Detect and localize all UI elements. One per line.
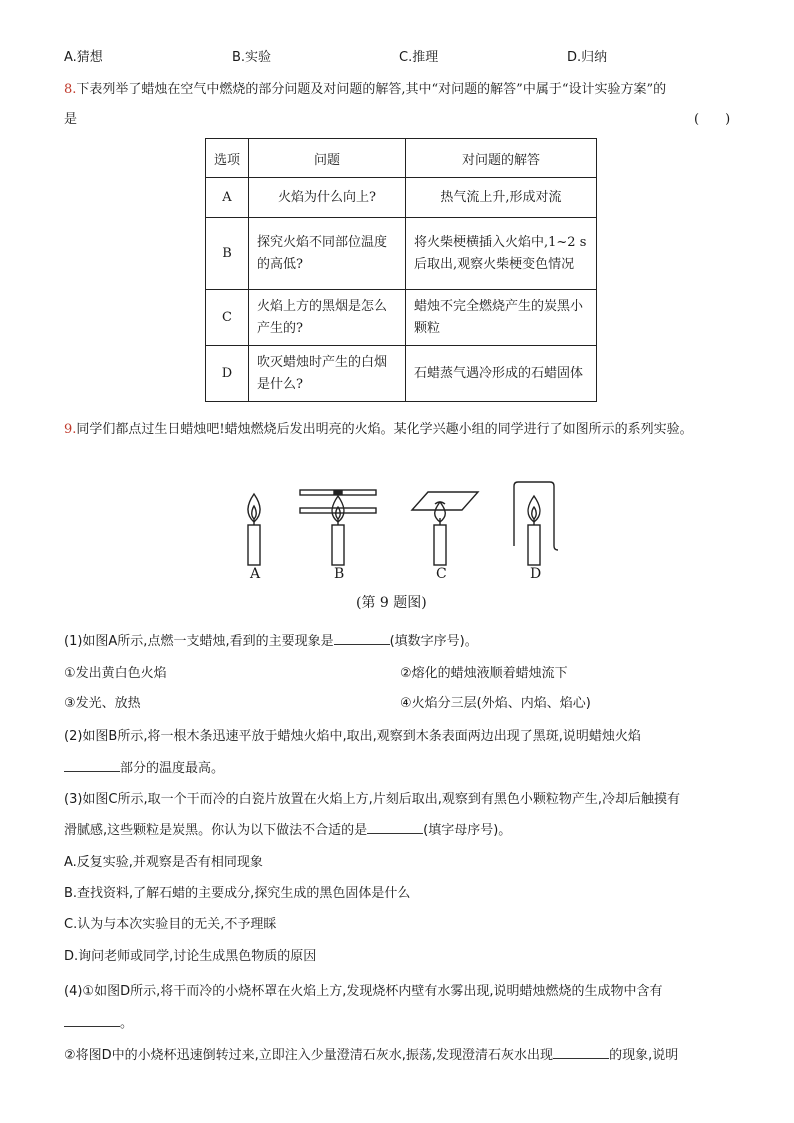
q9-part1-text: (1)如图A所示,点燃一支蜡烛,看到的主要现象是	[64, 634, 334, 649]
answer-blank[interactable]	[367, 821, 423, 834]
answer-blank[interactable]	[553, 1046, 609, 1059]
q9-part3-line2	[64, 819, 511, 838]
q9-part1-tail: (填数字序号)。	[389, 634, 478, 649]
row-answer: 将火柴梗横插入火焰中,1~2 s后取出,观察火柴梗变色情况	[406, 218, 597, 290]
answer-blank[interactable]	[64, 1014, 120, 1027]
q9-part4-head: ②将图D中的小烧杯迅速倒转过来,立即注入少量澄清石灰水,振荡,发现澄清石灰水出现	[64, 1048, 554, 1063]
q9-part2-line1: (2)如图B所示,将一根木条迅速平放于蜡烛火焰中,取出,观察到木条表面两边出现了黑斑,说明蜡烛火焰	[64, 729, 641, 744]
answer-blank[interactable]	[64, 759, 120, 772]
row-option: D	[206, 346, 249, 402]
q8-table	[205, 138, 597, 402]
header-question: 问题	[249, 139, 406, 178]
answer-blank[interactable]	[334, 632, 390, 645]
figure-label-a: A	[250, 566, 261, 582]
header-answer: 对问题的解答	[406, 139, 597, 178]
q9-number: 9.	[64, 422, 77, 437]
table-row	[206, 290, 597, 346]
q9-part1-option-1: ①发出黄白色火焰	[64, 666, 167, 681]
q7-option-d: D.归纳	[567, 50, 608, 65]
q9-part2-tail: 部分的温度最高。	[120, 761, 225, 776]
q7-option-a: A.猜想	[64, 50, 103, 65]
q7-option-c: C.推理	[399, 50, 439, 65]
row-answer: 热气流上升,形成对流	[406, 178, 597, 218]
row-question: 火焰为什么向上?	[249, 178, 406, 218]
q9-part4-tail: 。	[120, 1016, 134, 1031]
row-option: B	[206, 218, 249, 290]
q9-part1-option-3: ③发光、放热	[64, 696, 141, 711]
figure-label-b: B	[334, 566, 345, 582]
figure-caption: (第 9 题图)	[356, 595, 427, 611]
q9-part1-option-2: ②熔化的蜡烛液顺着蜡烛流下	[400, 666, 568, 681]
q9-part1-stem	[64, 630, 478, 649]
row-answer: 蜡烛不完全燃烧产生的炭黑小颗粒	[406, 290, 597, 346]
q9-part3-option-b: B.查找资料,了解石蜡的主要成分,探究生成的黑色固体是什么	[64, 886, 411, 901]
row-question: 火焰上方的黑烟是怎么产生的?	[249, 290, 406, 346]
table-row	[206, 218, 597, 290]
q9-part3-option-d: D.询问老师或同学,讨论生成黑色物质的原因	[64, 949, 317, 964]
row-option: C	[206, 290, 249, 346]
candle-experiment-figure	[230, 480, 570, 590]
q9-part4-line3-tail: 的现象,说明	[609, 1048, 679, 1063]
row-answer: 石蜡蒸气遇冷形成的石蜡固体	[406, 346, 597, 402]
q9-part3-head: 滑腻感,这些颗粒是炭黑。你认为以下做法不合适的是	[64, 823, 368, 838]
table-header-row	[206, 139, 597, 178]
q9-part4-line2	[64, 1012, 133, 1031]
table-row	[206, 346, 597, 402]
q8-number: 8.	[64, 82, 77, 97]
q9-part3-option-c: C.认为与本次实验目的无关,不予理睬	[64, 917, 277, 932]
q9-part4-line3	[64, 1044, 678, 1063]
table-row	[206, 178, 597, 218]
row-question: 探究火焰不同部位温度的高低?	[249, 218, 406, 290]
q9-part3-option-a: A.反复实验,并观察是否有相同现象	[64, 855, 263, 870]
q9-part2-line2	[64, 757, 224, 776]
candle-a-illustration	[248, 494, 260, 565]
q7-option-b: B.实验	[232, 50, 272, 65]
q9-part3-line1: (3)如图C所示,取一个干而冷的白瓷片放置在火焰上方,片刻后取出,观察到有黑色小颗粒物产生,冷却后触摸有	[64, 792, 681, 807]
q9-intro	[64, 418, 693, 437]
candle-b-illustration	[300, 490, 376, 565]
figure-label-d: D	[530, 566, 542, 582]
q8-answer-paren: ( )	[694, 112, 731, 127]
row-question: 吹灭蜡烛时产生的白烟是什么?	[249, 346, 406, 402]
q8-stem-line2: 是	[64, 112, 78, 127]
row-option: A	[206, 178, 249, 218]
figure-label-c: C	[436, 566, 447, 582]
q8-stem-line1	[64, 78, 666, 97]
q9-part3-tail: (填字母序号)。	[423, 823, 512, 838]
q8-text: 下表列举了蜡烛在空气中燃烧的部分问题及对问题的解答,其中“对问题的解答”中属于“设计实验方案”的	[76, 82, 667, 97]
candle-d-illustration	[514, 482, 558, 565]
q9-part4-line1: (4)①如图D所示,将干而冷的小烧杯罩在火焰上方,发现烧杯内壁有水雾出现,说明蜡烛燃烧的生成物中含有	[64, 984, 663, 999]
header-option: 选项	[206, 139, 249, 178]
candle-c-illustration	[412, 492, 478, 565]
q9-part1-option-4: ④火焰分三层(外焰、内焰、焰心)	[400, 696, 591, 711]
q9-intro-text: 同学们都点过生日蜡烛吧!蜡烛燃烧后发出明亮的火焰。某化学兴趣小组的同学进行了如图所示的系列实验。	[76, 422, 693, 437]
